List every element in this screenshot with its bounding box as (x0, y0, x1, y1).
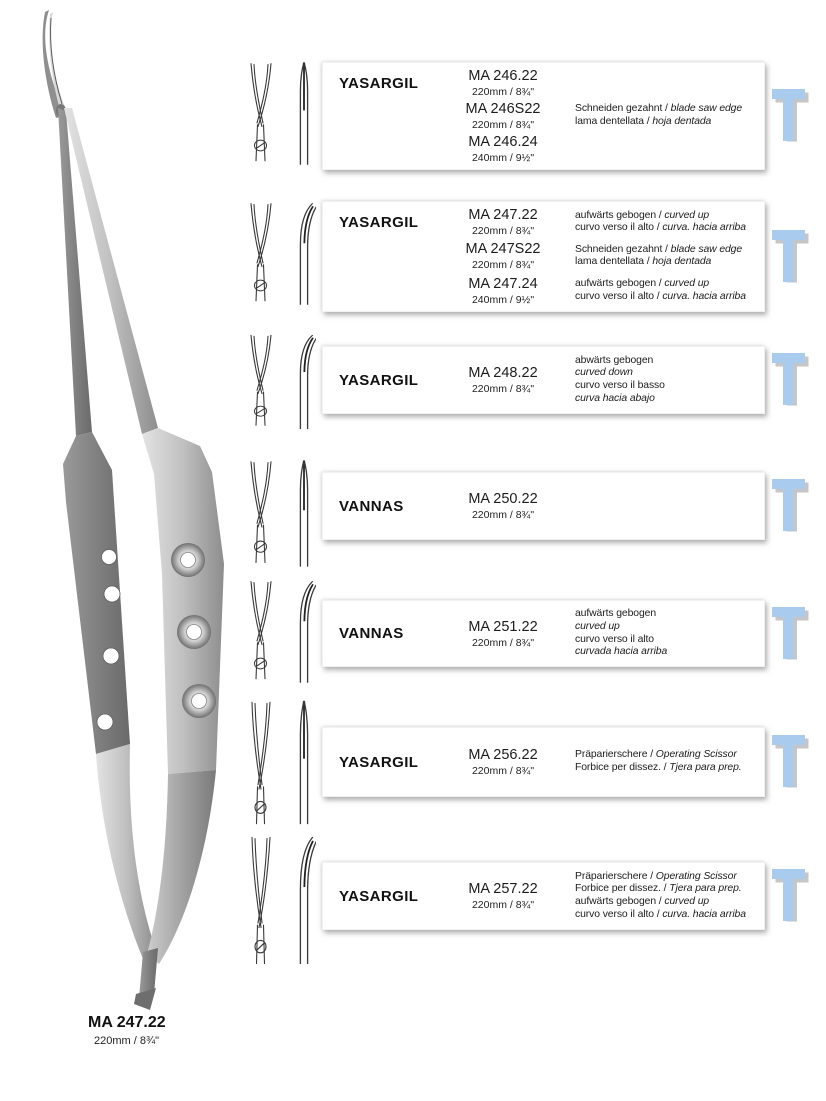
product-description-segment: curved up (664, 209, 710, 221)
product-card (322, 862, 765, 930)
catalog-category-t-icon (772, 869, 812, 925)
product-item-list (457, 608, 756, 658)
product-description-segment: curvo verso il alto / (575, 290, 663, 302)
product-brand: YASARGIL (339, 214, 419, 231)
photo-caption (88, 1014, 166, 1047)
product-description (549, 749, 756, 774)
product-description (549, 871, 756, 921)
product-code: MA 247S22 (465, 241, 541, 258)
product-description-segment: Tjera para prep. (669, 762, 742, 773)
product-item (457, 491, 756, 521)
product-code: MA 248.22 (468, 365, 538, 381)
photo-caption-size: 220mm / 8¾" (94, 1035, 160, 1047)
product-brand: VANNAS (339, 625, 404, 642)
product-code-block (457, 241, 549, 271)
product-card (322, 727, 765, 797)
product-size: 220mm / 8¾" (471, 259, 535, 272)
product-description-line (575, 762, 756, 775)
scissors-tip-curved-side-view-icon (292, 578, 316, 686)
product-description-line (575, 210, 756, 223)
product-item (457, 747, 756, 777)
product-description-line (575, 116, 756, 129)
product-code-block (457, 619, 549, 649)
product-code-block (457, 207, 549, 237)
product-item-list (457, 205, 756, 308)
product-item (457, 274, 756, 308)
product-code-block (457, 881, 549, 911)
catalog-category-t-icon (772, 735, 812, 791)
product-description (549, 278, 756, 303)
product-code: MA 246.22 (468, 67, 538, 84)
product-description-segment: curved up (664, 896, 710, 907)
product-brand: YASARGIL (339, 371, 419, 389)
product-description-line (575, 634, 756, 647)
product-code: MA 257.22 (468, 881, 538, 897)
product-description-segment: curved up (664, 278, 710, 290)
product-description-line (575, 608, 756, 621)
product-description-line (575, 367, 756, 380)
product-description-segment: curva. hacia arriba (662, 290, 746, 302)
product-description-segment: curvo verso il basso (575, 380, 665, 391)
product-description-segment: curva. hacia arriba (662, 222, 746, 234)
product-brand: VANNAS (339, 497, 404, 515)
product-size: 220mm / 8¾" (471, 899, 535, 911)
scissors-tip-straight-side-view-icon (292, 458, 316, 570)
product-description-segment: Forbice per dissez. / (575, 762, 670, 773)
product-brand: YASARGIL (339, 753, 419, 771)
product-description-segment: Schneiden gezahnt / (575, 103, 671, 115)
product-description-line (575, 244, 756, 257)
product-item-list (457, 871, 756, 921)
scissors-tip-curved-side-view-icon (292, 200, 316, 308)
scissors-tip-curved-side-view-icon (292, 833, 316, 968)
product-description-line (575, 256, 756, 269)
product-size: 240mm / 9½" (471, 293, 535, 306)
product-description-segment: curved down (575, 367, 633, 379)
product-code-block (457, 491, 549, 521)
product-description-segment: Schneiden gezahnt / (575, 243, 671, 255)
product-description-line (575, 909, 756, 922)
product-description (549, 355, 756, 405)
product-description-segment: curved up (575, 620, 620, 632)
product-description (549, 103, 756, 128)
product-description-segment: Tjera para prep. (669, 883, 742, 895)
product-description-segment: Präparierschere / (575, 870, 656, 882)
product-brand: YASARGIL (339, 75, 419, 92)
scissors-open-front-view-icon (243, 698, 279, 828)
product-description-line (575, 749, 756, 762)
product-description-segment: blade saw edge (670, 103, 743, 115)
product-code: MA 247.22 (468, 207, 538, 224)
product-item (457, 133, 756, 166)
product-code: MA 251.22 (468, 618, 538, 635)
product-code-block (457, 276, 549, 306)
product-code: MA 246S22 (465, 100, 541, 117)
product-description-segment: Operating Scissor (655, 870, 737, 882)
product-item (457, 66, 756, 99)
product-description-line (575, 871, 756, 884)
product-description-segment: hoja dentada (652, 256, 712, 268)
scissors-open-front-view-icon (243, 200, 279, 308)
product-description-segment: abwärts gebogen (575, 354, 654, 366)
product-brand: YASARGIL (339, 887, 419, 905)
product-description (549, 608, 756, 658)
product-card (322, 472, 765, 540)
product-description-segment: Forbice per dissez. / (575, 883, 670, 895)
product-description-segment: aufwärts gebogen (575, 608, 657, 620)
product-item (457, 239, 756, 273)
product-description-segment: hoja dentada (652, 115, 712, 127)
scissors-open-front-view-icon (243, 578, 279, 686)
product-code: MA 246.24 (468, 134, 538, 151)
product-description (549, 244, 756, 269)
product-item (457, 608, 756, 658)
product-code-block (457, 68, 549, 98)
product-size: 220mm / 8¾" (471, 85, 535, 98)
product-code: MA 256.22 (468, 747, 538, 763)
product-item-list (457, 491, 756, 521)
product-description-segment: aufwärts gebogen / (575, 896, 665, 907)
product-item-list (457, 747, 756, 777)
product-description-segment: aufwärts gebogen / (575, 278, 665, 290)
product-item-list (457, 355, 756, 405)
product-description-segment: lama dentellata / (575, 115, 653, 127)
product-description-segment: curvo verso il alto / (575, 222, 663, 234)
product-code-block (457, 134, 549, 164)
catalog-category-t-icon (772, 607, 812, 663)
product-description-segment: blade saw edge (670, 243, 743, 255)
product-description-line (575, 380, 756, 393)
product-size: 220mm / 8¾" (471, 225, 535, 238)
product-description-segment: Präparierschere / (575, 749, 656, 761)
product-code-block (457, 747, 549, 777)
product-size: 220mm / 8¾" (471, 118, 535, 131)
scissors-open-front-view-icon (243, 833, 279, 968)
product-card (322, 346, 765, 414)
product-description-segment: curvo verso il alto / (575, 908, 663, 920)
catalog-category-t-icon (772, 353, 812, 409)
product-description-line (575, 621, 756, 634)
product-item (457, 205, 756, 239)
scissors-tip-curved-side-view-icon (292, 332, 316, 432)
product-item (457, 871, 756, 921)
scissors-open-front-view-icon (243, 60, 279, 168)
product-description-line (575, 278, 756, 291)
product-description-segment: aufwärts gebogen / (575, 209, 665, 221)
product-description-segment: curvo verso il alto (575, 633, 654, 645)
product-description-line (575, 291, 756, 304)
product-description-segment: curvada hacia arriba (575, 646, 668, 658)
scissors-tip-straight-side-view-icon (292, 60, 316, 168)
product-size: 220mm / 8¾" (471, 509, 535, 521)
product-description-line (575, 103, 756, 116)
product-code: MA 247.24 (468, 275, 538, 292)
photo-caption-code: MA 247.22 (88, 1014, 166, 1031)
product-code: MA 250.22 (468, 491, 538, 507)
catalog-category-t-icon (772, 479, 812, 535)
product-description-segment: lama dentellata / (575, 256, 653, 268)
catalog-category-t-icon (772, 89, 812, 145)
product-description-segment: curva. hacia arriba (662, 908, 746, 920)
product-description-line (575, 896, 756, 909)
product-card (322, 201, 765, 312)
product-item (457, 99, 756, 132)
product-card (322, 62, 765, 170)
product-description-line (575, 393, 756, 406)
product-size: 220mm / 8¾" (471, 765, 535, 777)
product-size: 220mm / 8¾" (471, 636, 535, 649)
scissors-tip-straight-side-view-icon (292, 698, 316, 828)
yasargil-bayonet-scissors-photo (6, 4, 238, 1014)
product-code-block (457, 365, 549, 395)
product-description-line (575, 222, 756, 235)
product-card (322, 600, 765, 667)
scissors-open-front-view-icon (243, 458, 279, 570)
product-item (457, 355, 756, 405)
catalog-category-t-icon (772, 230, 812, 286)
product-description-line (575, 646, 756, 659)
product-code-block (457, 101, 549, 131)
product-description (549, 210, 756, 235)
product-description-line (575, 355, 756, 368)
product-description-segment: Operating Scissor (655, 749, 737, 761)
scissors-open-front-view-icon (243, 332, 279, 432)
product-item-list (457, 66, 756, 166)
product-description-line (575, 883, 756, 896)
product-description-segment: curva hacia abajo (575, 392, 655, 404)
product-size: 220mm / 8¾" (471, 383, 535, 395)
product-size: 240mm / 9½" (471, 152, 535, 165)
